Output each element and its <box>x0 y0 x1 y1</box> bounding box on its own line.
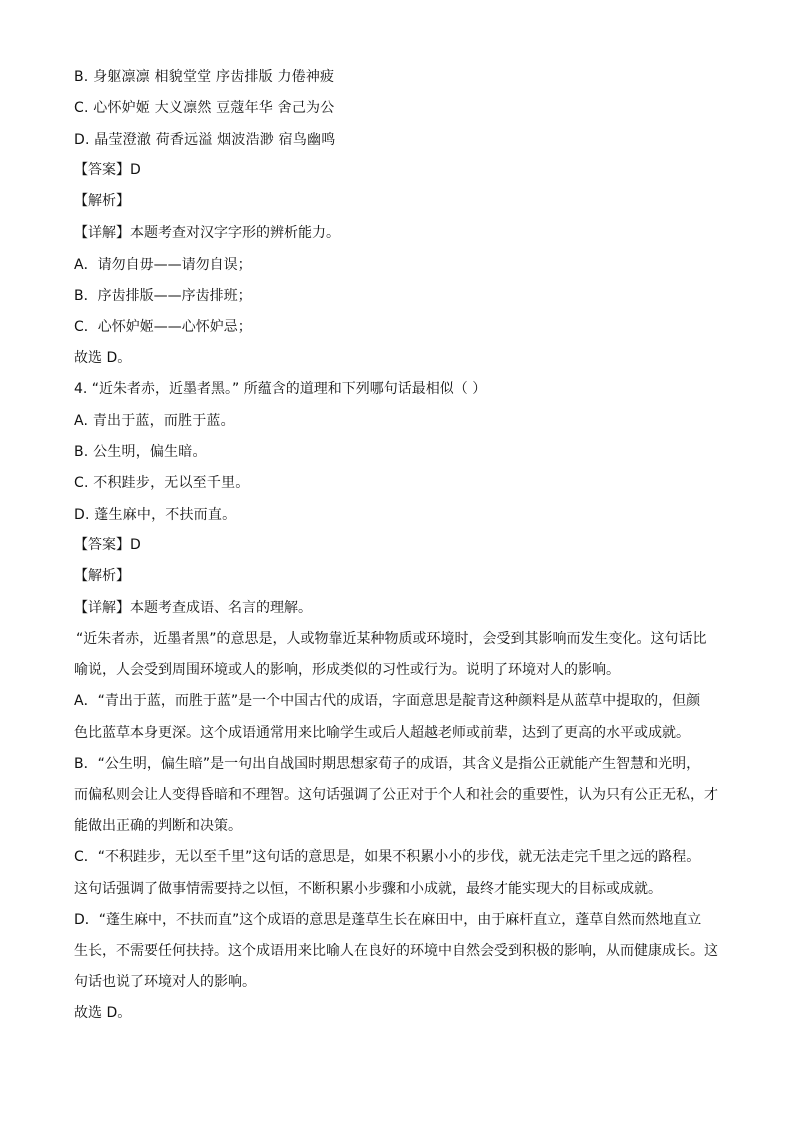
q4-paragraph-line: D．“蓬生麻中，不扶而直”这个成语的意思是蓬草生长在麻田中，由于麻杆直立，蓬草自然而然地直立 <box>74 912 702 928</box>
q4-option-c: C. 不积跬步，无以至千里。 <box>74 475 250 491</box>
q3-analysis-label: 【解析】 <box>74 193 130 209</box>
q3-option-c: C. 心怀妒姬 大义凛然 豆蔻年华 舍己为公 <box>74 100 335 116</box>
q4-option-b: B. 公生明，偏生暗。 <box>74 444 207 460</box>
q4-option-d: D. 蓬生麻中，不扶而直。 <box>74 507 237 523</box>
q3-answer: 【答案】D <box>74 162 141 178</box>
q3-option-b: B. 身躯凛凛 相貌堂堂 序齿排版 力倦神疲 <box>74 69 335 85</box>
q3-correction-c: C．心怀妒姬——心怀妒忌； <box>74 319 252 335</box>
q4-paragraph-line: 句话也说了环境对人的影响。 <box>74 974 256 990</box>
q4-paragraph-line: 这句话强调了做事情需要持之以恒，不断积累小步骤和小成就，最终才能实现大的目标或成就。 <box>74 881 662 897</box>
q4-paragraph-line: 喻说，人会受到周围环境或人的影响，形成类似的习性或行为。说明了环境对人的影响。 <box>74 662 620 678</box>
q4-paragraph-line: 而偏私则会让人变得昏暗和不理智。这句话强调了公正对于个人和社会的重要性，认为只有公正无私，才 <box>74 787 718 803</box>
q3-correction-b: B．序齿排版——序齿排班； <box>74 288 252 304</box>
q4-option-a: A. 青出于蓝，而胜于蓝。 <box>74 413 235 429</box>
q3-conclusion: 故选 D。 <box>74 350 132 366</box>
q4-answer: 【答案】D <box>74 537 141 553</box>
q3-correction-a: A．请勿自毋——请勿自误； <box>74 257 252 273</box>
q4-detail: 【详解】本题考查成语、名言的理解。 <box>74 600 312 616</box>
q4-paragraph-line: 色比蓝草本身更深。这个成语通常用来比喻学生或后人超越老师或前辈，达到了更高的水平或成就。 <box>74 725 690 741</box>
q4-paragraph-line: A．“青出于蓝，而胜于蓝”是一个中国古代的成语，字面意思是靛青这种颜料是从蓝草中提取的，但颜 <box>74 693 701 709</box>
q4-paragraph-line: 生长，不需要任何扶持。这个成语用来比喻人在良好的环境中自然会受到积极的影响，从而健康成长。这 <box>74 943 718 959</box>
q3-detail: 【详解】本题考查对汉字字形的辨析能力。 <box>74 225 340 241</box>
q4-paragraph-line: B．“公生明，偏生暗”是一句出自战国时期思想家荀子的成语，其含义是指公正就能产生智慧和光明， <box>74 756 701 772</box>
q4-conclusion: 故选 D。 <box>74 1005 132 1021</box>
q4-paragraph-line: “近朱者赤，近墨者黑”的意思是，人或物靠近某种物质或环境时，会受到其影响而发生变化。这句话比 <box>76 631 707 647</box>
q4-paragraph-line: 能做出正确的判断和决策。 <box>74 818 242 834</box>
q4-analysis-label: 【解析】 <box>74 568 130 584</box>
q4-paragraph-line: C．“不积跬步，无以至千里”这句话的意思是，如果不积累小小的步伐，就无法走完千里之远的路程。 <box>74 849 701 865</box>
q4-stem: 4. “近朱者赤，近墨者黑。” 所蕴含的道理和下列哪句话最相似（ ） <box>74 381 487 397</box>
q3-option-d: D. 晶莹澄澈 荷香远溢 烟波浩渺 宿鸟幽鸣 <box>74 132 336 148</box>
